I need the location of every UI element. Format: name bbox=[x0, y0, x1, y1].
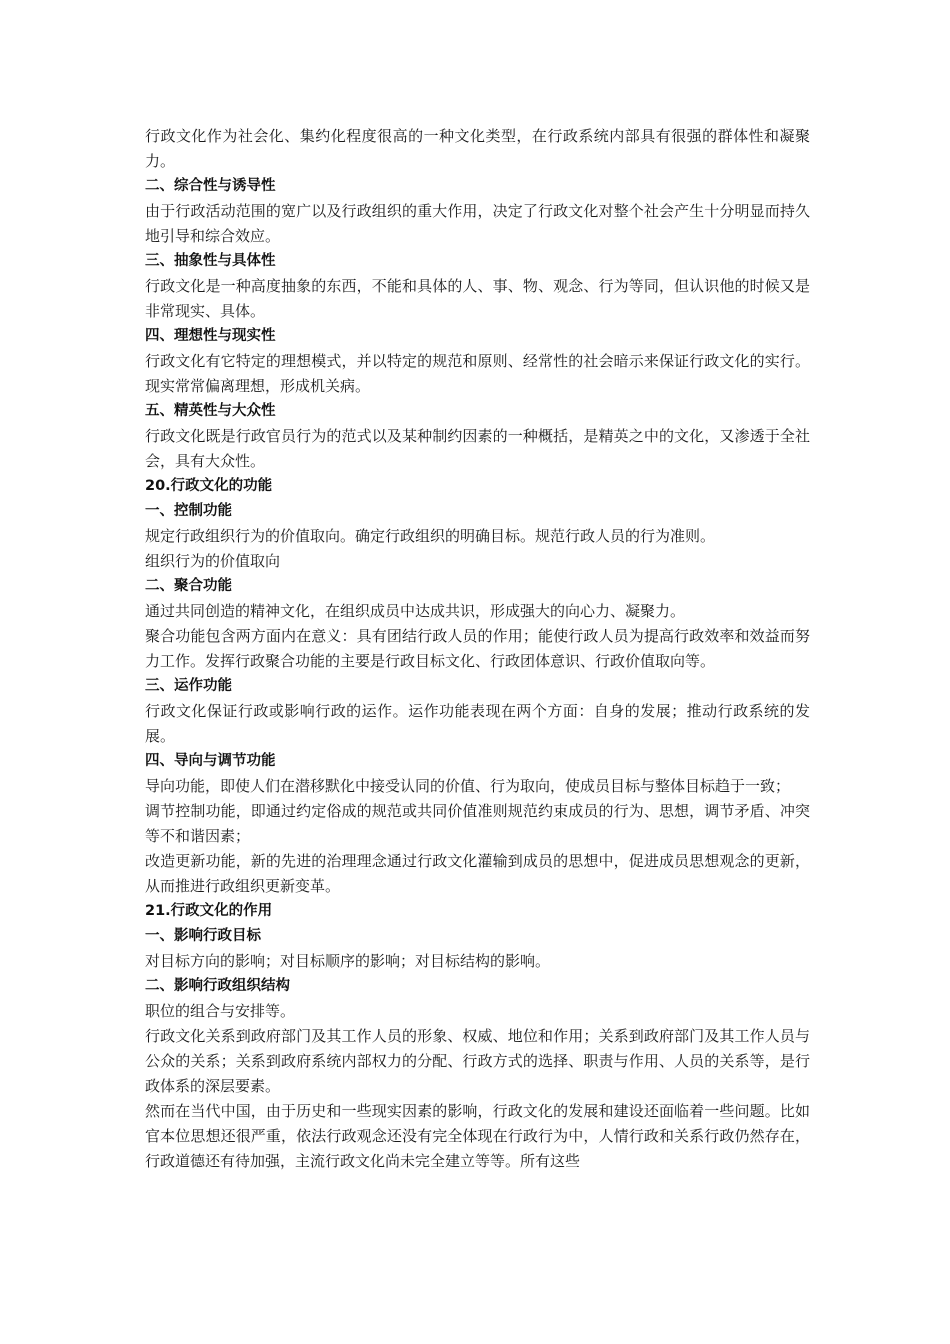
paragraph: 然而在当代中国，由于历史和一些现实因素的影响，行政文化的发展和建设还面临着一些问题。比如官本位思想还很严重，依法行政观念还没有完全体现在行政行为中，人情行政和关系行政仍然存在，行政道德还有待加强，主流行政文化尚未完全建立等等。所有这些 bbox=[145, 1102, 810, 1170]
section-heading: 四、理想性与现实性 bbox=[145, 328, 276, 344]
section-heading: 四、导向与调节功能 bbox=[145, 753, 276, 769]
paragraph: 行政文化是一种高度抽象的东西，不能和具体的人、事、物、观念、行为等同，但认识他的时候又是非常现实、具体。 bbox=[145, 277, 810, 320]
paragraph: 规定行政组织行为的价值取向。确定行政组织的明确目标。规范行政人员的行为准则。 bbox=[145, 527, 716, 545]
section-heading: 二、聚合功能 bbox=[145, 578, 232, 594]
document-page bbox=[145, 124, 810, 1174]
paragraph: 对目标方向的影响；对目标顺序的影响；对目标结构的影响。 bbox=[145, 952, 551, 970]
paragraph: 行政文化保证行政或影响行政的运作。运作功能表现在两个方面：自身的发展；推动行政系统的发展。 bbox=[145, 702, 810, 745]
section-heading: 一、控制功能 bbox=[145, 503, 232, 519]
paragraph: 由于行政活动范围的宽广以及行政组织的重大作用，决定了行政文化对整个社会产生十分明显而持久地引导和综合效应。 bbox=[145, 202, 810, 245]
paragraph: 行政文化关系到政府部门及其工作人员的形象、权威、地位和作用；关系到政府部门及其工作人员与公众的关系；关系到政府系统内部权力的分配、行政方式的选择、职责与作用、人员的关系等，是行政体系的深层要素。 bbox=[145, 1027, 810, 1095]
paragraph: 职位的组合与安排等。 bbox=[145, 1002, 296, 1020]
paragraph: 通过共同创造的精神文化，在组织成员中达成共识，形成强大的向心力、凝聚力。 bbox=[145, 602, 686, 620]
chapter-heading: 21.行政文化的作用 bbox=[145, 903, 273, 919]
paragraph: 改造更新功能，新的先进的治理理念通过行政文化灌输到成员的思想中，促进成员思想观念的更新，从而推进行政组织更新变革。 bbox=[145, 852, 810, 895]
paragraph: 导向功能，即使人们在潜移默化中接受认同的价值、行为取向，使成员目标与整体目标趋于一致； bbox=[145, 777, 791, 795]
section-heading: 一、影响行政目标 bbox=[145, 928, 261, 944]
chapter-heading: 20.行政文化的功能 bbox=[145, 478, 273, 494]
section-heading: 五、精英性与大众性 bbox=[145, 403, 276, 419]
section-heading: 三、运作功能 bbox=[145, 678, 232, 694]
paragraph: 行政文化作为社会化、集约化程度很高的一种文化类型，在行政系统内部具有很强的群体性和凝聚力。 bbox=[145, 127, 810, 170]
section-heading: 二、影响行政组织结构 bbox=[145, 978, 290, 994]
paragraph: 聚合功能包含两方面内在意义：具有团结行政人员的作用；能使行政人员为提高行政效率和效益而努力工作。发挥行政聚合功能的主要是行政目标文化、行政团体意识、行政价值取向等。 bbox=[145, 627, 810, 670]
paragraph: 行政文化既是行政官员行为的范式以及某种制约因素的一种概括，是精英之中的文化，又渗透于全社会，具有大众性。 bbox=[145, 427, 810, 470]
paragraph: 行政文化有它特定的理想模式，并以特定的规范和原则、经常性的社会暗示来保证行政文化的实行。现实常常偏离理想，形成机关病。 bbox=[145, 352, 810, 395]
section-heading: 二、综合性与诱导性 bbox=[145, 178, 276, 194]
paragraph: 组织行为的价值取向 bbox=[145, 552, 281, 570]
section-heading: 三、抽象性与具体性 bbox=[145, 253, 276, 269]
paragraph: 调节控制功能，即通过约定俗成的规范或共同价值准则规范约束成员的行为、思想，调节矛盾、冲突等不和谐因素； bbox=[145, 802, 810, 845]
